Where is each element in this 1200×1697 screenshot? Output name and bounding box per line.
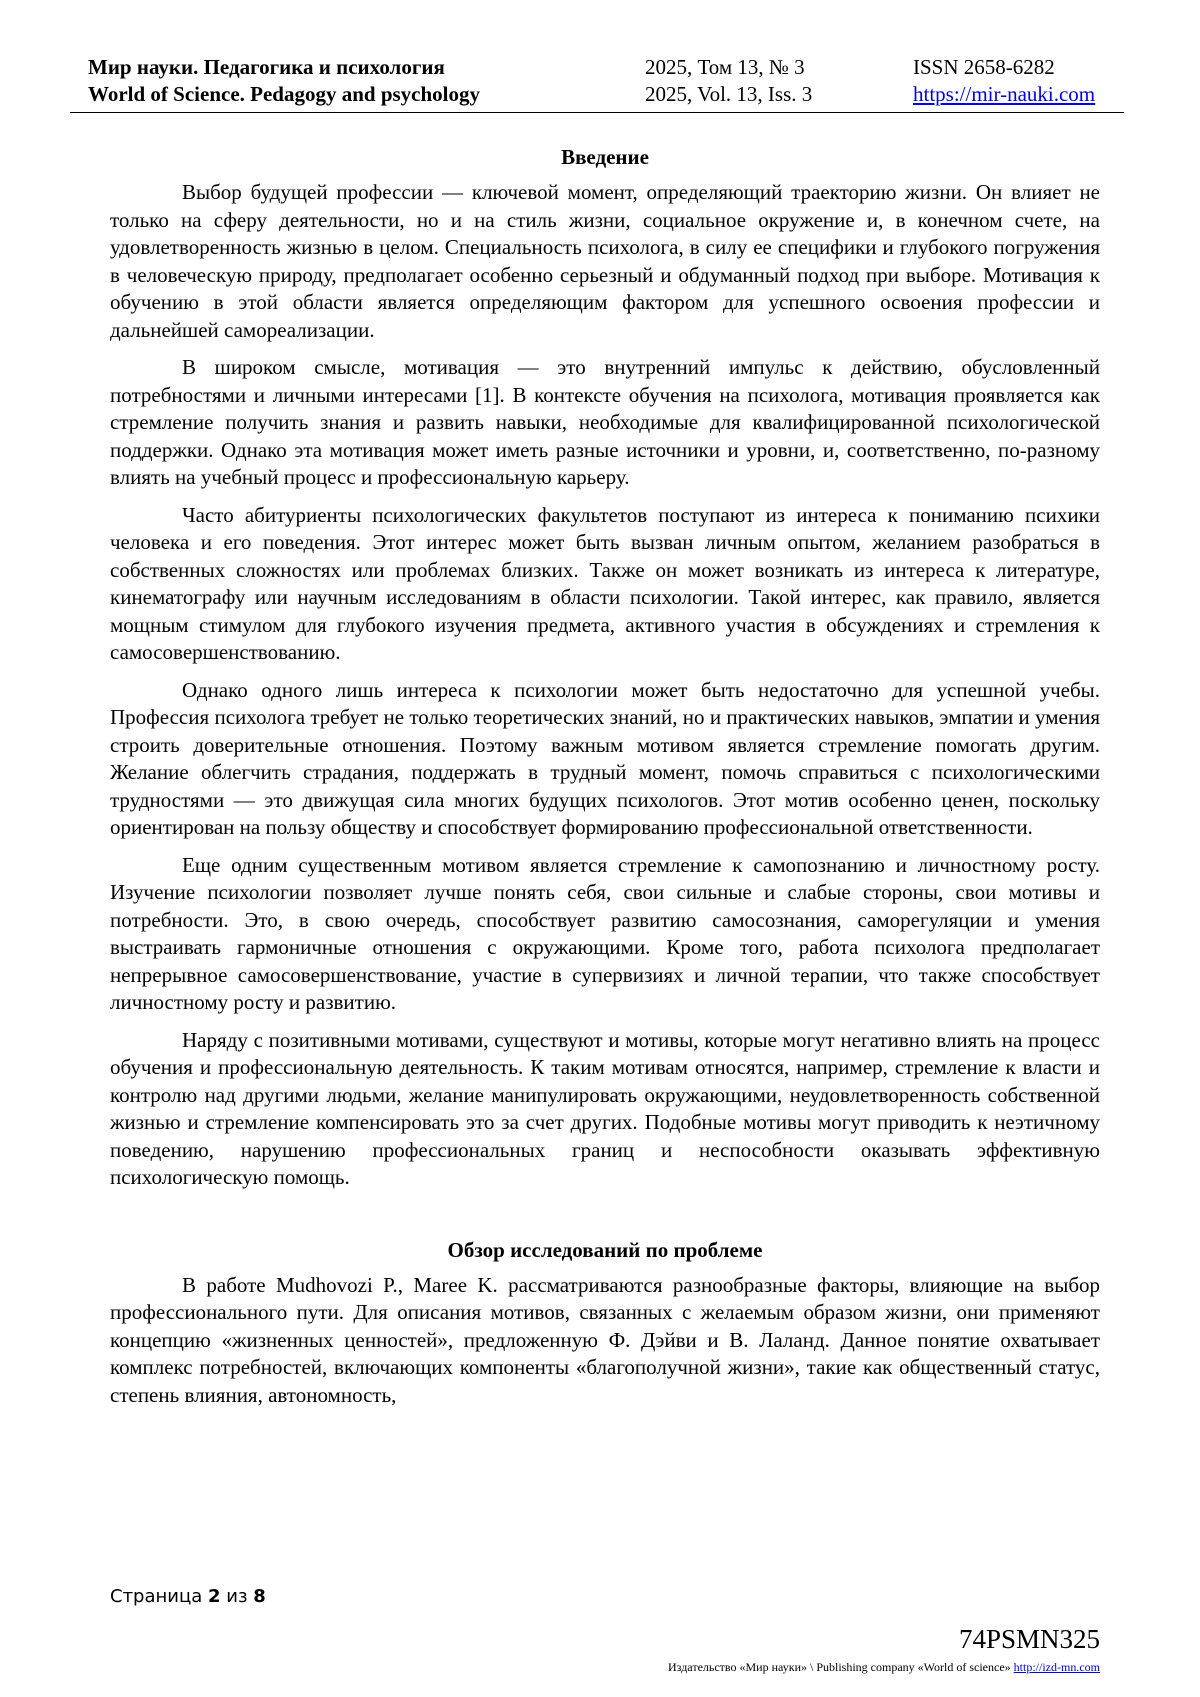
journal-title-column: [88, 54, 480, 108]
page-of: из: [226, 1586, 248, 1607]
journal-site-link[interactable]: https://mir-nauki.com: [913, 82, 1096, 106]
issue-column: [645, 54, 812, 108]
paragraph: Выбор будущей профессии — ключевой момент, определяющий траекторию жизни. Он влияет не только на сферу деятельности, но и на стиль жизни, социальное окружение и, в конечном счете, на удовлетворенность жизнью в целом. Специальность психолога, в силу ее специфики и глубокого погружения в человеческую природу, предполагает особенно серьезный и обдуманный подход при выборе. Мотивация к обучению в этой области является определяющим фактором для успешного освоения профессии и дальнейшей самореализации.: [110, 180, 1100, 342]
publisher-line: [668, 1660, 1100, 1675]
paragraph: Еще одним существенным мотивом является стремление к самопознанию и личностному росту. Изучение психологии позволяет лучше понять себя, свои сильные и слабые стороны, свои мотивы и потребности. Это, в свою очередь, способствует развитию самосознания, саморегуляции и умения выстраивать гармоничные отношения с окружающими. Кроме того, работа психолога предполагает непрерывное самосовершенствование, участие в супервизиях и личной терапии, что также способствует личностному росту и развитию.: [110, 852, 1100, 1014]
publisher-link[interactable]: http://izd-mn.com: [1013, 1660, 1100, 1674]
section-title-review: Обзор исследований по проблеме: [447, 1237, 763, 1262]
issue-en: 2025, Vol. 13, Iss. 3: [645, 82, 813, 106]
paragraph: Часто абитуриенты психологических факультетов поступают из интереса к пониманию психики человека и его поведения. Этот интерес может быть вызван личным опытом, желанием разобраться в собственных сложностях или проблемах близких. Также он может возникать из интереса к литературе, кинематографу или научным исследованиям в области психологии. Такой интерес, как правило, является мощным стимулом для глубокого изучения предмета, активного участия в обсуждениях и стремления к самосовершенствованию.: [110, 502, 1100, 664]
page-label: Страница: [110, 1586, 203, 1607]
issn-column: [913, 54, 1095, 108]
article-body: [110, 143, 1100, 1419]
paragraph: Однако одного лишь интереса к психологии может быть недостаточно для успешной учебы. Профессия психолога требует не только теоретических знаний, но и практических навыков, эмпатии и умения строить доверительные отношения. Поэтому важным мотивом является стремление помогать другим. Желание облегчить страдания, поддержать в трудный момент, помочь справиться с психологическими трудностями — это движущая сила многих будущих психологов. Этот мотив особенно ценен, поскольку ориентирован на пользу обществу и способствует формированию профессиональной ответственности.: [110, 677, 1100, 839]
page-current: 2: [208, 1586, 221, 1607]
paragraph: В работе Mudhovozi P., Maree K. рассматриваются разнообразные факторы, влияющие на выбор профессионального пути. Для описания мотивов, связанных с желаемым образом жизни, они применяют концепцию «жизненных ценностей», предложенную Ф. Дэйви и В. Лаланд. Данное понятие охватывает комплекс потребностей, включающих компоненты «благополучной жизни», такие как общественный статус, степень влияния, автономность,: [110, 1272, 1100, 1407]
publisher-text: Издательство «Мир науки» \ Publishing company «World of science»: [668, 1660, 1011, 1674]
paragraph: Наряду с позитивными мотивами, существуют и мотивы, которые могут негативно влиять на процесс обучения и профессиональную деятельность. К таким мотивам относятся, например, стремление к власти и контролю над другими людьми, желание манипулировать окружающими, неудовлетворенность собственной жизнью и стремление компенсировать это за счет других. Подобные мотивы могут приводить к неэтичному поведению, нарушению профессиональных границ и неспособности оказывать эффективную психологическую помощь.: [110, 1027, 1100, 1189]
journal-title-en: World of Science. Pedagogy and psychology: [88, 82, 481, 106]
issn: ISSN 2658-6282: [913, 55, 1055, 79]
page-header: [70, 46, 1124, 113]
journal-title-ru: Мир науки. Педагогика и психология: [88, 55, 445, 79]
page-total: 8: [253, 1586, 266, 1607]
paragraph: В широком смысле, мотивация — это внутренний импульс к действию, обусловленный потребностями и личными интересами [1]. В контексте обучения на психолога, мотивация проявляется как стремление получить знания и развить навыки, необходимые для квалифицированной психологической поддержки. Однако эта мотивация может иметь разные источники и уровни, и, соответственно, по-разному влиять на учебный процесс и профессиональную карьеру.: [110, 355, 1100, 489]
section-title-introduction: Введение: [561, 145, 649, 169]
page-number: [110, 1586, 266, 1607]
issue-ru: 2025, Том 13, № 3: [645, 55, 805, 79]
article-code: 74PSMN325: [958, 1624, 1100, 1654]
